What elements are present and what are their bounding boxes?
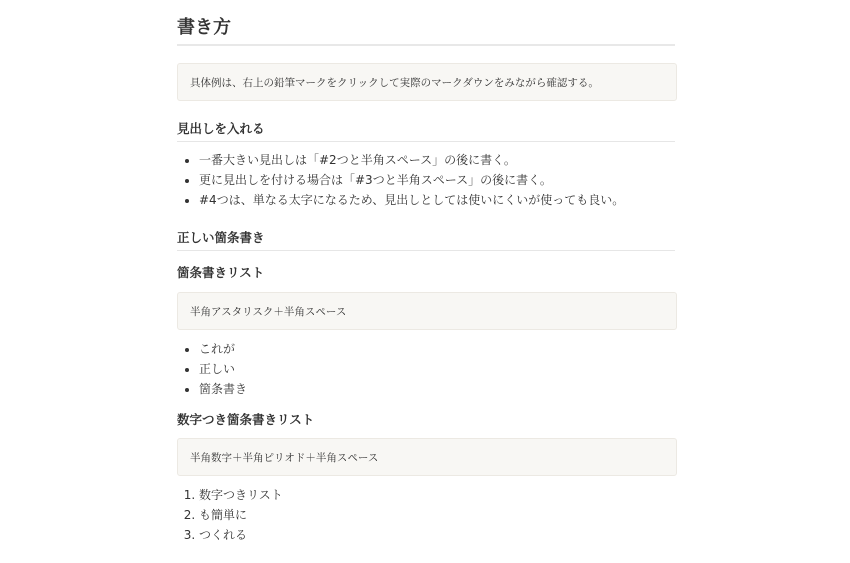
bullet-note (177, 292, 677, 330)
bullet-note-text: 半角アスタリスク＋半角スペース (190, 305, 347, 318)
heading-headings-section: 見出しを入れる (177, 120, 675, 142)
numbered-list (177, 485, 283, 545)
list-item: • これが (199, 339, 247, 359)
list-item: 3. つくれる (199, 525, 283, 545)
heading-numbered-list: 数字つき箇条書きリスト (177, 412, 315, 427)
list-item: 2. も簡単に (199, 505, 283, 525)
headings-list (177, 150, 624, 210)
heading-bullet-list: 箇条書きリスト (177, 265, 265, 280)
numbered-note (177, 438, 677, 476)
page-title: 書き方 (177, 15, 675, 46)
list-item: • 更に見出しを付ける場合は「#3つと半角スペース」の後に書く。 (199, 170, 624, 190)
list-item: • 箇条書き (199, 379, 247, 399)
heading-lists-section: 正しい箇条書き (177, 229, 675, 251)
numbered-note-text: 半角数字＋半角ピリオド＋半角スペース (190, 451, 379, 464)
list-item: • 正しい (199, 359, 247, 379)
list-item: 1. 数字つきリスト (199, 485, 283, 505)
list-item: • 一番大きい見出しは「#2つと半角スペース」の後に書く。 (199, 150, 624, 170)
bullet-list (177, 339, 247, 399)
list-item: • #4つは、単なる太字になるため、見出しとしては使いにくいが使っても良い。 (199, 190, 624, 210)
intro-note-text: 具体例は、右上の鉛筆マークをクリックして実際のマークダウンをみながら確認する。 (190, 76, 599, 89)
intro-note (177, 63, 677, 101)
